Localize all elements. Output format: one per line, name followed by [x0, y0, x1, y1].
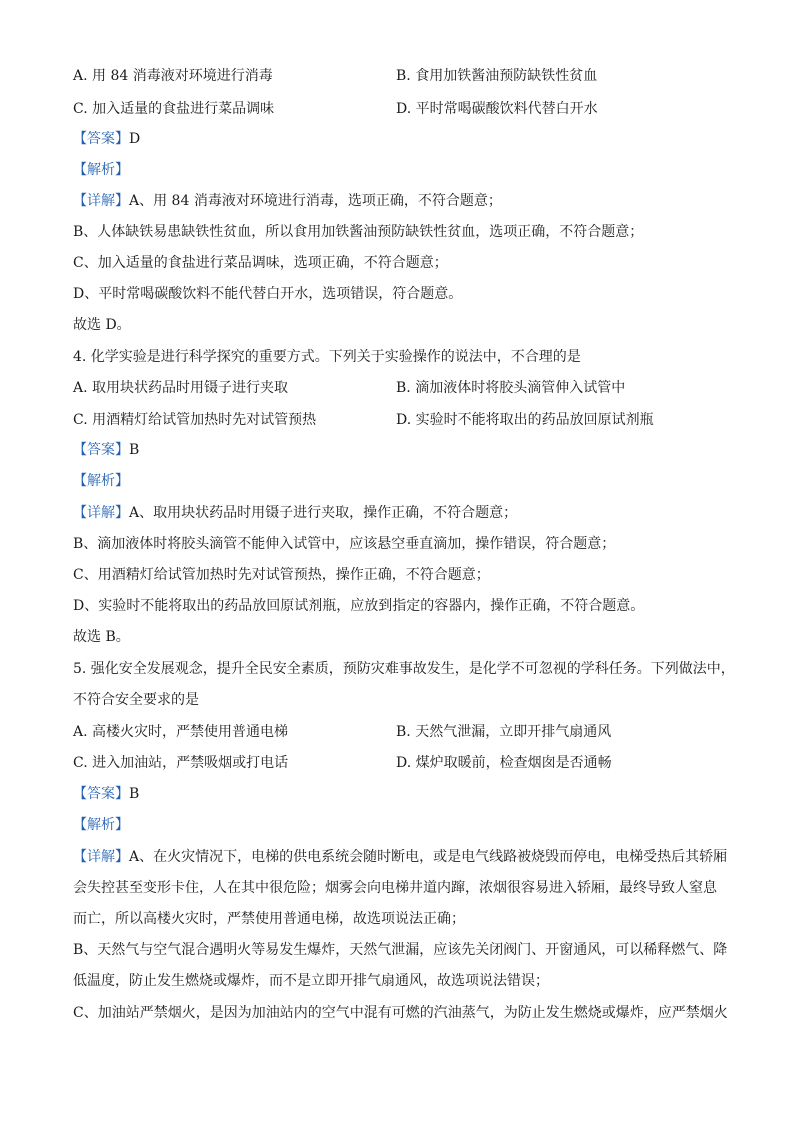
q3-option-a: A. 用 84 消毒液对环境进行消毒: [73, 68, 273, 84]
detail-tag: 【详解】: [73, 193, 129, 209]
q5-detail-b2: 低温度，防止发生燃烧或爆炸，而不是立即开排气扇通风，故选项说法错误；: [73, 973, 549, 989]
detail-tag: 【详解】: [73, 849, 129, 865]
q4-detail-line: [73, 504, 517, 522]
q5-answer: [73, 785, 139, 803]
q5-detail-a2: 会失控甚至变形卡住，人在其中很危险；烟雾会向电梯井道内蹿，浓烟很容易进入轿厢，最终导致人窒息: [73, 880, 717, 896]
q5-detail-b1: B、天然气与空气混合遇明火等易发生爆炸，天然气泄漏，应该先关闭阀门、开窗通风，可以稀释燃气、降: [73, 942, 728, 958]
q5-stem-line2: 不符合安全要求的是: [73, 692, 199, 708]
q5-stem-line1: 5. 强化安全发展观念，提升全民安全素质，预防灾难事故发生，是化学不可忽视的学科任务。下列做法中，: [73, 661, 735, 677]
q3-option-b: B. 食用加铁酱油预防缺铁性贫血: [396, 68, 598, 84]
q4-option-c: C. 用酒精灯给试管加热时先对试管预热: [73, 412, 317, 428]
q4-option-a: A. 取用块状药品时用镊子进行夹取: [73, 380, 289, 396]
q3-answer-value: D: [129, 131, 141, 147]
q4-answer: [73, 441, 139, 459]
q5-option-c: C. 进入加油站，严禁吸烟或打电话: [73, 755, 289, 771]
q5-detail-line: [73, 848, 727, 866]
q4-detail-c: C、用酒精灯给试管加热时先对试管预热，操作正确，不符合题意；: [73, 567, 490, 583]
q4-option-d: D. 实验时不能将取出的药品放回原试剂瓶: [396, 412, 654, 428]
q4-detail-b: B、滴加液体时将胶头滴管不能伸入试管中，应该悬空垂直滴加，操作错误，符合题意；: [73, 536, 616, 552]
q4-conclusion: 故选 B。: [73, 629, 130, 645]
answer-tag: 【答案】: [73, 131, 129, 147]
q3-answer: [73, 130, 140, 148]
q5-detail-c1: C、加油站严禁烟火，是因为加油站内的空气中混有可燃的汽油蒸气，为防止发生燃烧或爆炸，应严禁烟火: [73, 1005, 728, 1021]
q4-stem: 4. 化学实验是进行科学探究的重要方式。下列关于实验操作的说法中，不合理的是: [73, 349, 581, 365]
q5-answer-value: B: [129, 786, 140, 802]
q5-analysis-tag: 【解析】: [73, 817, 129, 833]
q3-detail-line: [73, 192, 502, 210]
q3-conclusion: 故选 D。: [73, 317, 131, 333]
q3-analysis-tag: 【解析】: [73, 162, 129, 178]
q5-detail-text: A、在火灾情况下，电梯的供电系统会随时断电，或是电气线路被烧毁而停电，电梯受热后其轿厢: [129, 849, 728, 865]
detail-tag: 【详解】: [73, 505, 129, 521]
q4-analysis-tag: 【解析】: [73, 473, 129, 489]
q3-option-c: C. 加入适量的食盐进行菜品调味: [73, 101, 275, 117]
q3-detail-b: B、人体缺铁易患缺铁性贫血，所以食用加铁酱油预防缺铁性贫血，选项正确，不符合题意；: [73, 224, 644, 240]
q4-detail-d: D、实验时不能将取出的药品放回原试剂瓶，应放到指定的容器内，操作正确，不符合题意。: [73, 598, 645, 614]
q3-detail-c: C、加入适量的食盐进行菜品调味，选项正确，不符合题意；: [73, 255, 448, 271]
q3-detail-text: A、用 84 消毒液对环境进行消毒，选项正确，不符合题意；: [129, 193, 502, 209]
q5-option-a: A. 高楼火灾时，严禁使用普通电梯: [73, 724, 289, 740]
q5-option-b: B. 天然气泄漏，立即开排气扇通风: [396, 724, 612, 740]
answer-tag: 【答案】: [73, 786, 129, 802]
q4-option-b: B. 滴加液体时将胶头滴管伸入试管中: [396, 380, 626, 396]
q3-option-d: D. 平时常喝碳酸饮料代替白开水: [396, 101, 598, 117]
q3-detail-d: D、平时常喝碳酸饮料不能代替白开水，选项错误，符合题意。: [73, 286, 463, 302]
q5-option-d: D. 煤炉取暖前，检查烟囱是否通畅: [396, 755, 612, 771]
answer-tag: 【答案】: [73, 442, 129, 458]
q4-detail-text: A、取用块状药品时用镊子进行夹取，操作正确，不符合题意；: [129, 505, 518, 521]
q5-detail-a3: 而亡，所以高楼火灾时，严禁使用普通电梯，故选项说法正确；: [73, 911, 465, 927]
q4-answer-value: B: [129, 442, 140, 458]
